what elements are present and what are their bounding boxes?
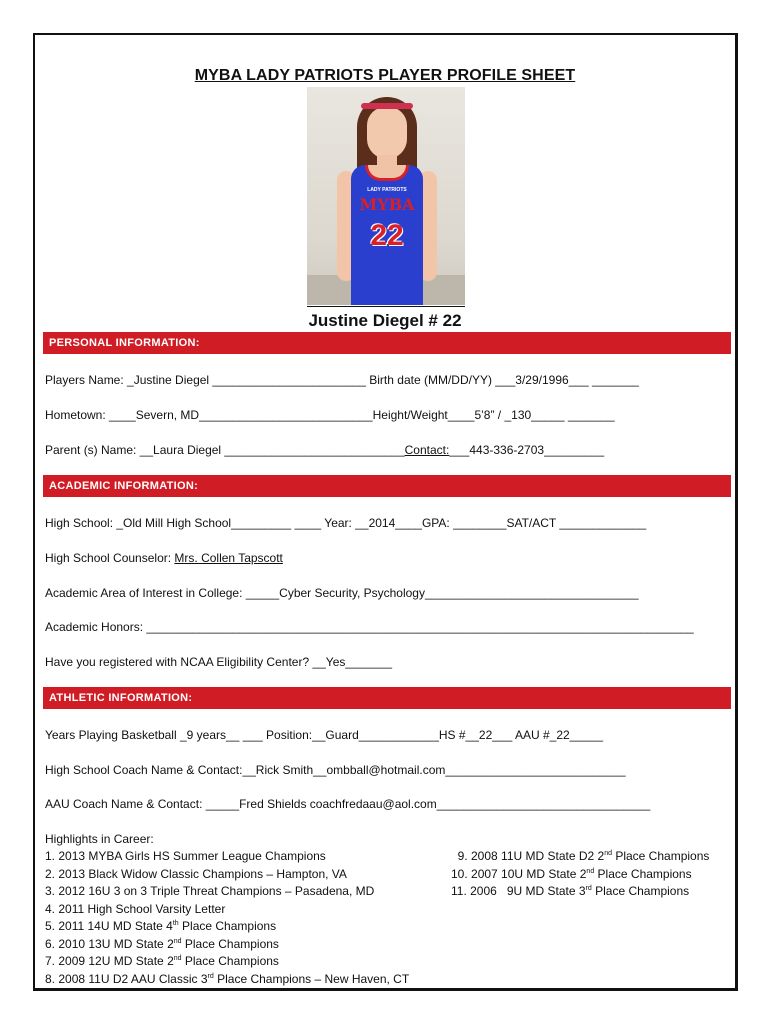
highlight-item: 5. 2011 14U MD State 4th Place Champions [45, 919, 277, 933]
highlights-list-right [451, 848, 709, 901]
ncaa-value[interactable]: __Yes_______ [312, 655, 393, 669]
hs-coach-label: High School Coach Name & Contact: [45, 763, 243, 777]
contact-value[interactable]: ___443-336-2703_________ [449, 443, 605, 457]
height-weight-value[interactable]: ____5’8” / _130_____ _______ [447, 408, 615, 422]
ncaa-label: Have you registered with NCAA Eligibility Center? [45, 655, 313, 669]
aau-number-label: AAU # [512, 728, 550, 742]
year-label: Year: [321, 516, 356, 530]
highlight-item: 3. 2012 16U 3 on 3 Triple Threat Champions – Pasadena, MD [45, 884, 375, 898]
counselor-value[interactable]: Mrs. Collen Tapscott [174, 551, 283, 565]
gpa-value[interactable]: ________ [453, 516, 507, 530]
position-label: Position: [262, 728, 313, 742]
aau-number-value[interactable]: _22_____ [549, 728, 604, 742]
ncaa-row [45, 655, 392, 669]
players-name-row [45, 373, 639, 387]
years-playing-value[interactable]: _9 years__ ___ [179, 728, 263, 742]
photo-caption-rule [307, 306, 465, 307]
player-heading: Justine Diegel # 22 [308, 311, 462, 330]
birth-date-label: Birth date (MM/DD/YY) [365, 373, 496, 387]
highlight-item: 6. 2010 13U MD State 2nd Place Champions [45, 936, 279, 951]
years-position-row [45, 728, 603, 742]
sat-act-label: SAT/ACT [506, 516, 560, 530]
page-title: MYBA LADY PATRIOTS PLAYER PROFILE SHEET [194, 67, 576, 84]
counselor-label: High School Counselor: [45, 551, 175, 565]
contact-label: Contact: [404, 443, 450, 457]
area-of-interest-value[interactable]: _____Cyber Security, Psychology________________________________ [245, 586, 639, 600]
highlight-item: 11. 2006 9U MD State 3rd Place Champions [451, 884, 690, 898]
player-photo [307, 87, 465, 305]
academic-honors-row [45, 620, 694, 634]
jersey-number: 22 [370, 219, 404, 252]
area-of-interest-row [45, 586, 639, 600]
counselor-row [45, 551, 283, 565]
jersey-top-text: LADY PATRIOTS [367, 187, 407, 193]
parent-row [45, 443, 604, 457]
jersey [351, 165, 423, 305]
position-value[interactable]: __Guard____________ [312, 728, 439, 742]
hometown-value[interactable]: ____Severn, MD__________________________ [109, 408, 373, 422]
height-weight-label: Height/Weight [372, 408, 448, 422]
gpa-label: GPA: [421, 516, 454, 530]
high-school-label: High School: [45, 516, 117, 530]
birth-date-value[interactable]: ___3/29/1996___ _______ [495, 373, 639, 387]
hs-coach-value[interactable]: __Rick Smith__ombball@hotmail.com___________________________ [242, 763, 626, 777]
jersey-team-text: MYBA [359, 195, 415, 214]
athletic-info-banner: ATHLETIC INFORMATION: [43, 687, 731, 709]
players-name-value[interactable]: _Justine Diegel _______________________ [127, 373, 366, 387]
high-school-value[interactable]: _Old Mill High School_________ ____ [116, 516, 322, 530]
highlights-list-left [45, 848, 409, 988]
hs-number-label: HS # [438, 728, 466, 742]
highlight-item: 10. 2007 10U MD State 2nd Place Champions [451, 866, 692, 881]
parent-name-label: Parent (s) Name: [45, 443, 140, 457]
highlight-item: 1. 2013 MYBA Girls HS Summer League Champions [45, 849, 326, 863]
hs-number-value[interactable]: __22___ [465, 728, 513, 742]
years-playing-label: Years Playing Basketball [45, 728, 180, 742]
aau-coach-value[interactable]: _____Fred Shields coachfredaau@aol.com________________________________ [205, 797, 651, 811]
highlight-item: 4. 2011 High School Varsity Letter [45, 901, 226, 916]
parent-name-value[interactable]: __Laura Diegel ___________________________ [139, 443, 405, 457]
aau-coach-row [45, 797, 650, 811]
players-name-label: Players Name: [45, 373, 128, 387]
highlight-item: 8. 2008 11U D2 AAU Classic 3rd Place Champions – New Haven, CT [45, 971, 410, 986]
aau-coach-label: AAU Coach Name & Contact: [45, 797, 206, 811]
high-school-row [45, 516, 646, 530]
academic-honors-label: Academic Honors: [45, 620, 147, 634]
academic-honors-value[interactable]: __________________________________________________________________________________ [146, 620, 694, 634]
highlight-item: 9. 2008 11U MD State D2 2nd Place Champions [451, 849, 710, 863]
highlight-item: 7. 2009 12U MD State 2nd Place Champions [45, 954, 279, 968]
academic-info-banner: ACADEMIC INFORMATION: [43, 475, 731, 497]
hometown-label: Hometown: [45, 408, 110, 422]
personal-info-banner: PERSONAL INFORMATION: [43, 332, 731, 354]
highlight-item: 2. 2013 Black Widow Classic Champions – Hampton, VA [45, 866, 347, 881]
area-of-interest-label: Academic Area of Interest in College: [45, 586, 246, 600]
hs-coach-row [45, 763, 626, 777]
year-value[interactable]: __2014____ [355, 516, 422, 530]
hometown-row [45, 408, 615, 422]
highlights-heading: Highlights in Career: [45, 832, 154, 846]
sat-act-value[interactable]: _____________ [559, 516, 647, 530]
profile-sheet [33, 33, 738, 991]
